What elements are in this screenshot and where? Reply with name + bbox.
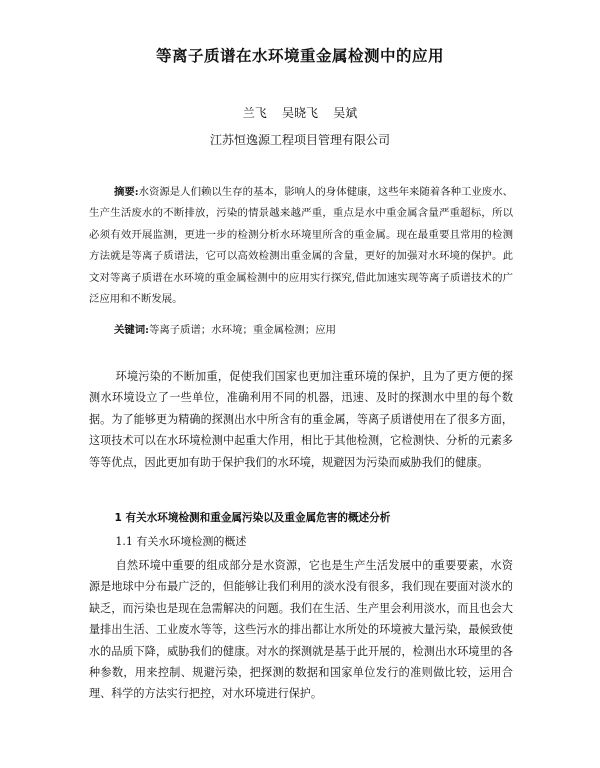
abstract-label: 摘要:: [113, 186, 139, 198]
intro-paragraph: 环境污染的不断加重，促使我们国家也更加注重环境的保护，且为了更方便的探测水环境设立了一些单位，准确利用不同的机器，迅速、及时的探测水中里的每个数据。为了能够更为精确的探测出水中所含有的重金属，等离子质谱使用在了很多方面，这项技术可以在水环境检测中起重大作用，相比于其他检测，它检测快、分析的元素多等等优点，因此更加有助于保护我们的水环境，规避因为污染而威胁我们的健康。: [89, 370, 513, 469]
abstract-text: 水资源是人们赖以生存的基本，影响人的身体健康，这些年来随着各种工业废水、生产生活废水的不断排放，污染的情景越来越严重，重点是水中重金属含量严重超标，所以必须有效开展监测，更进一步的检测分析水环境里所含的重金属。现在最重要且常用的检测方法就是等离子质谱法，它可以高效检测出重金属的含量，更好的加强对水环境的保护。此文对等离子质谱在水环境的重金属检测中的应用实行探究,借此加速实现等离子质谱技术的广泛应用和不断发展。: [89, 186, 513, 306]
abstract-block: [89, 182, 513, 310]
keywords-label: 关键词:: [113, 324, 149, 336]
paper-title: 等离子质谱在水环境重金属检测中的应用: [155, 47, 444, 65]
section-1-heading: 1 有关水环境检测和重金属污染以及重金属危害的概述分析: [114, 512, 391, 524]
keywords-block: [89, 322, 513, 338]
section-1-1-paragraph: 自然环境中重要的组成部分是水资源，它也是生产生活发展中的重要要素，水资源是地球中分布最广泛的，但能够让我们利用的淡水没有很多，我们现在要面对淡水的缺乏，而污染也是现在急需解决的问题。我们在生活、生产里会利用淡水，而且也会大量排出生活、工业废水等等，这些污水的排出都让水所处的环境被大量污染，最候致使水的品质下降，威胁我们的健康。对水的探测就是基于此开展的，检测出水环境里的各种参数，用来控制、规避污染，把探测的数据和国家单位发行的准则做比较，运用合理、科学的方法实行把控，对水环境进行保护。: [89, 559, 513, 701]
subsection-1-1-heading: 1.1 有关水环境检测的概述: [115, 535, 247, 548]
paper-affiliation: 江苏恒逸源工程项目管理有限公司: [209, 133, 390, 147]
keywords-text: 等离子质谱；水环境；重金属检测；应用: [148, 324, 336, 336]
paper-authors: 兰飞 吴晓飞 吴斌: [242, 106, 358, 120]
